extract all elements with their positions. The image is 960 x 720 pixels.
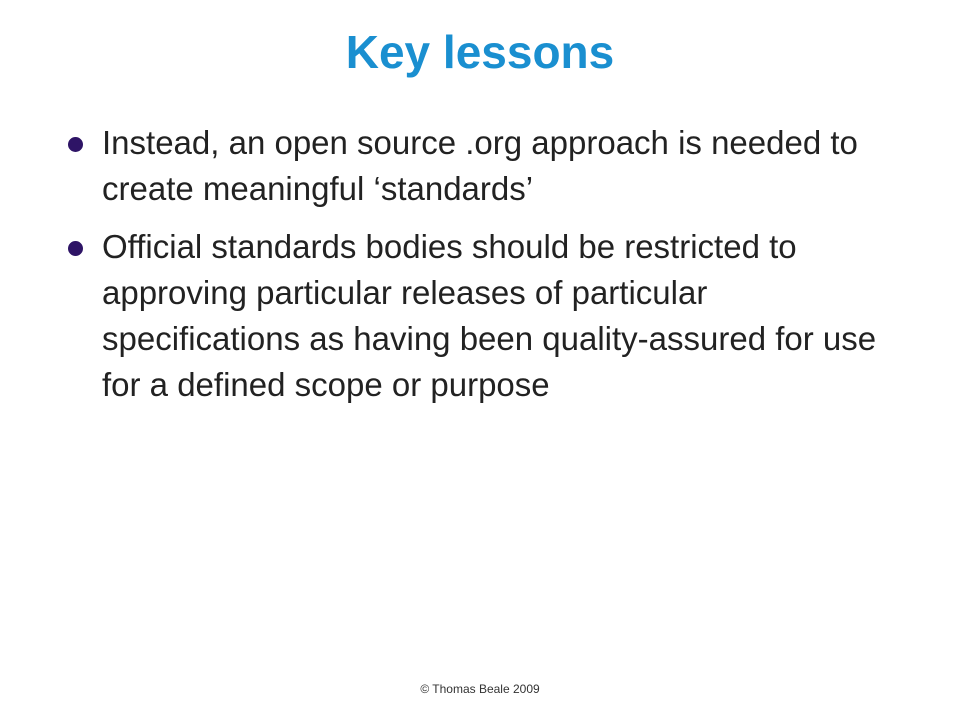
- bullet-item: [0, 224, 960, 408]
- slide-title: Key lessons: [345, 26, 615, 78]
- bullet-dot-icon: [68, 241, 83, 256]
- copyright-footer: © Thomas Beale 2009: [420, 682, 540, 696]
- bullet-text: Official standards bodies should be restricted to approving particular releases of particular specifications as having been quality-assured for use for a defined scope or purpose: [102, 228, 877, 403]
- bullet-text: Instead, an open source .org approach is needed to create meaningful ‘standards’: [102, 124, 858, 207]
- bullet-item: [0, 120, 960, 212]
- bullet-list: [0, 120, 960, 420]
- bullet-dot-icon: [68, 137, 83, 152]
